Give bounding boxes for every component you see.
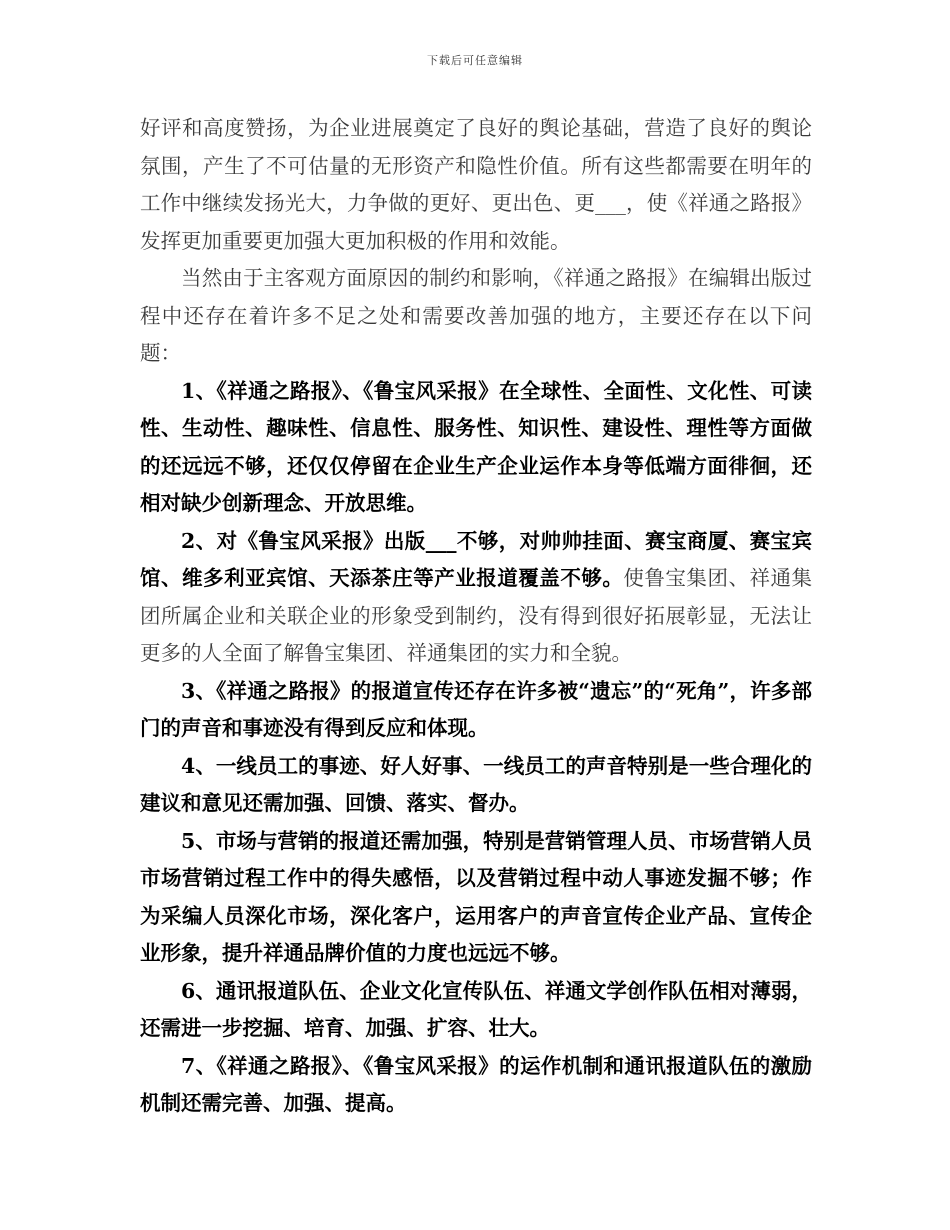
paragraph-issue-3: 3、《祥通之路报》的报道宣传还存在许多被“遗忘”的“死角”，许多部门的声音和事迹没有得到反应和体现。: [140, 678, 812, 740]
issue-2-bold-text: 2、对《鲁宝风采报》出版___不够，对帅帅挂面、赛宝商厦、赛宝宾馆、维多利亚宾馆、天添茶庄等产业报道覆盖不够。: [140, 528, 812, 590]
paragraph-issue-7: 7、《祥通之路报》、《鲁宝风采报》的运作机制和通讯报道队伍的激励机制还需完善、加强、提高。: [140, 1053, 812, 1115]
paragraph-intro-continuation: 好评和高度赞扬，为企业进展奠定了良好的舆论基础，营造了良好的舆论氛围，产生了不可估量的无形资产和隐性价值。所有这些都需要在明年的工作中继续发扬光大，力争做的更好、更出色、更___，使《祥通之路报》发挥更加重要更加强大更加积极的作用和效能。: [140, 116, 812, 253]
paragraph-issue-4: 4、一线员工的事迹、好人好事、一线员工的声音特别是一些合理化的建议和意见还需加强、回馈、落实、督办。: [140, 753, 812, 815]
paragraph-issue-1: 1、《祥通之路报》、《鲁宝风采报》在全球性、全面性、文化性、可读性、生动性、趣味性、信息性、服务性、知识性、建设性、理性等方面做的还远远不够，还仅仅停留在企业生产企业运作本身等低端方面徘徊，还相对缺少创新理念、开放思维。: [140, 378, 812, 515]
paragraph-issue-6: 6、通讯报道队伍、企业文化宣传队伍、祥通文学创作队伍相对薄弱，还需进一步挖掘、培育、加强、扩容、壮大。: [140, 978, 812, 1040]
paragraph-problems-intro: 当然由于主客观方面原因的制约和影响，《祥通之路报》在编辑出版过程中还存在着许多不足之处和需要改善加强的地方，主要还存在以下问题：: [140, 266, 812, 365]
page-header: 下载后可任意编辑: [427, 54, 523, 67]
paragraph-issue-2: [140, 523, 812, 673]
document-body: [140, 110, 812, 1123]
issue-2-light-text: 使鲁宝集团、祥通集团所属企业和关联企业的形象受到制约，没有得到很好拓展彰显，无法让更多的人全面了解鲁宝集团、祥通集团的实力和全貌。: [140, 566, 813, 665]
paragraph-issue-5: 5、市场与营销的报道还需加强，特别是营销管理人员、市场营销人员市场营销过程工作中的得失感悟，以及营销过程中动人事迹发掘不够；作为采编人员深化市场，深化客户，运用客户的声音宣传企业产品、宣传企业形象，提升祥通品牌价值的力度也远远不够。: [140, 828, 812, 965]
